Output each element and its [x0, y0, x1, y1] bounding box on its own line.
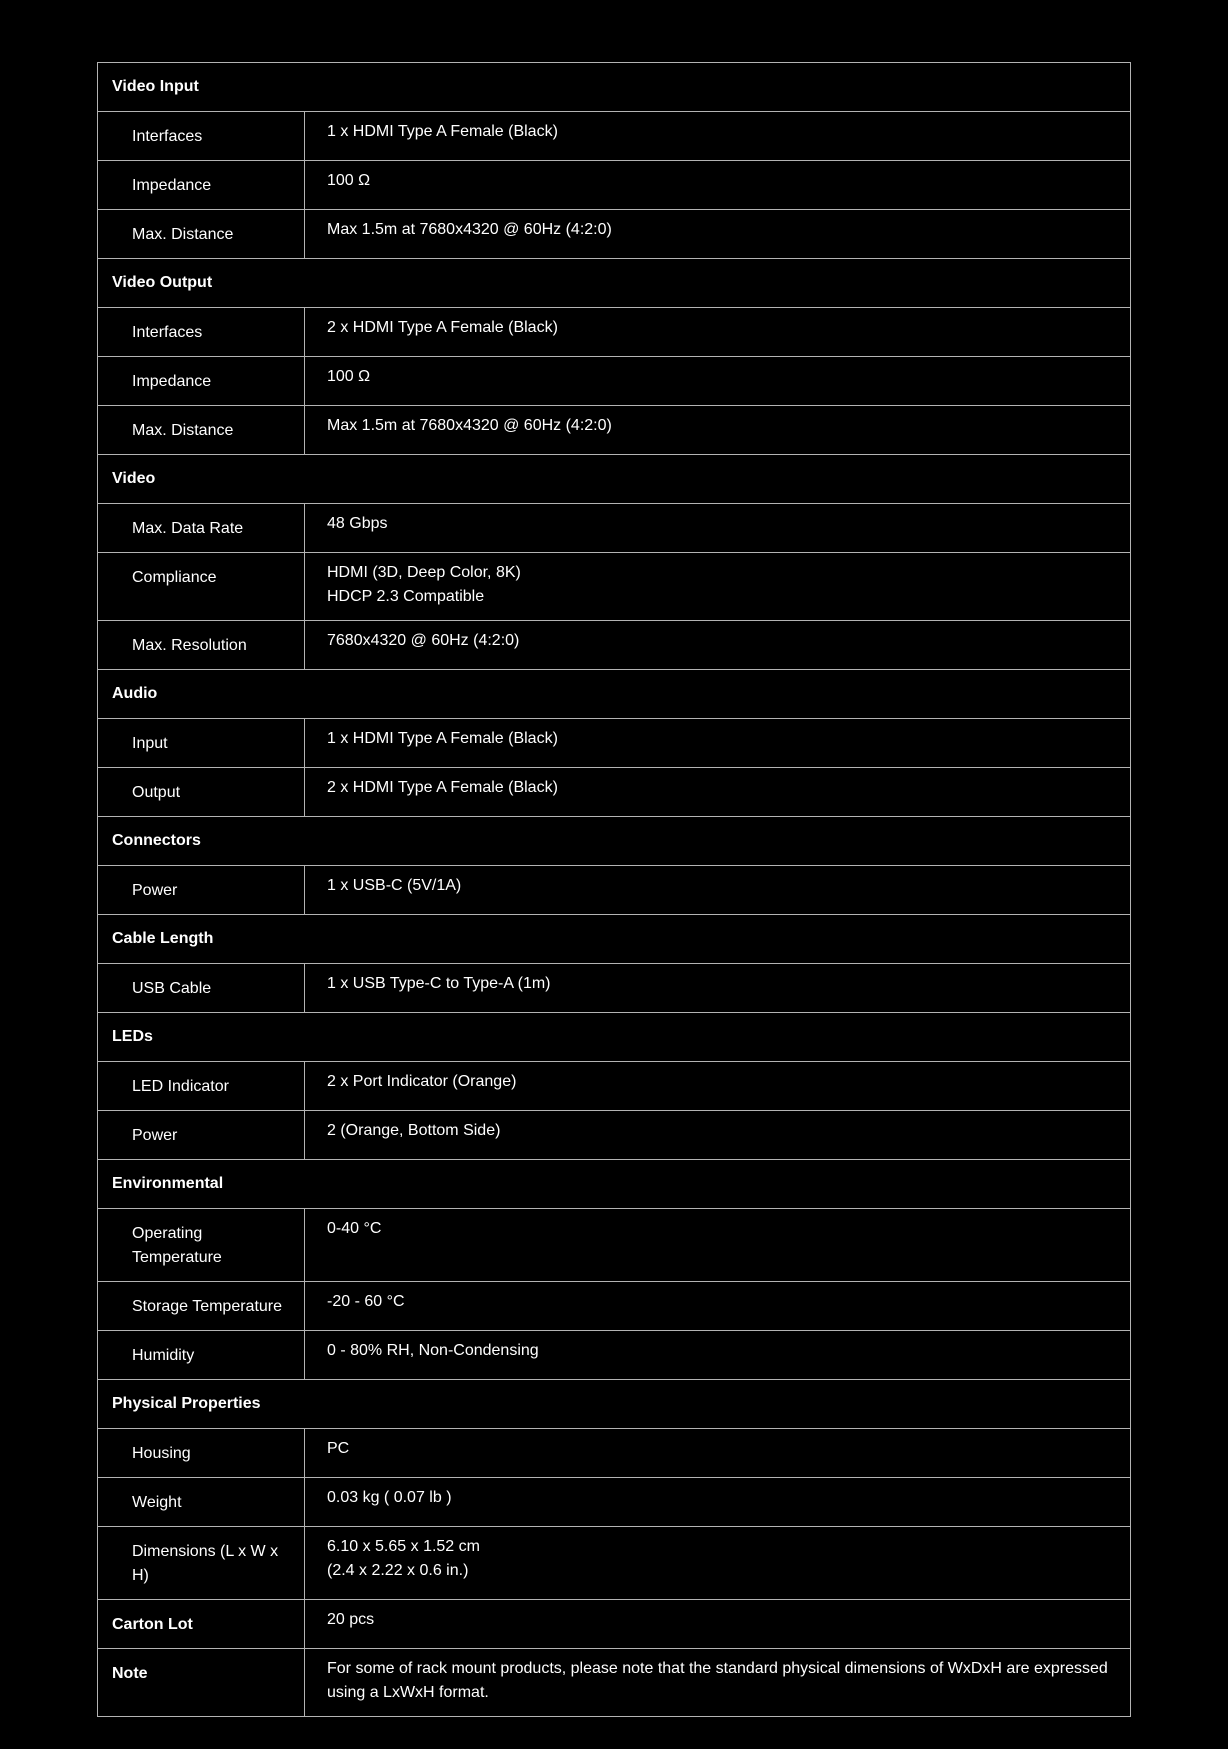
spec-label-physical-properties-housing: Housing — [98, 1429, 305, 1478]
spec-row-audio-output — [98, 768, 1131, 817]
spec-label-audio-output: Output — [98, 768, 305, 817]
section-header-leds — [98, 1013, 1131, 1062]
spec-value-line: 100 Ω — [327, 368, 371, 385]
spec-value-line: 2 x HDMI Type A Female (Black) — [327, 779, 558, 796]
spec-label-environmental-operating-temperature: Operating Temperature — [98, 1209, 305, 1282]
spec-value-line: 2 x Port Indicator (Orange) — [327, 1073, 517, 1090]
spec-row-video-input-impedance — [98, 161, 1131, 210]
spec-row-carton-lot — [98, 1600, 1131, 1649]
spec-label-leds-power: Power — [98, 1111, 305, 1160]
section-title: Audio — [98, 670, 1131, 719]
section-header-environmental — [98, 1160, 1131, 1209]
spec-value-carton-lot — [305, 1600, 1131, 1649]
spec-row-physical-properties-dimensions-l-x-w-x-h — [98, 1527, 1131, 1600]
spec-row-connectors-power — [98, 866, 1131, 915]
spec-label-video-compliance: Compliance — [98, 553, 305, 621]
spec-label-video-input-interfaces: Interfaces — [98, 112, 305, 161]
spec-value-note — [305, 1649, 1131, 1717]
spec-row-leds-led-indicator — [98, 1062, 1131, 1111]
spec-row-cable-length-usb-cable — [98, 964, 1131, 1013]
section-header-physical-properties — [98, 1380, 1131, 1429]
section-title: Cable Length — [98, 915, 1131, 964]
spec-value-line: PC — [327, 1440, 350, 1457]
spec-value-physical-properties-housing — [305, 1429, 1131, 1478]
spec-value-audio-output — [305, 768, 1131, 817]
spec-label-connectors-power: Power — [98, 866, 305, 915]
spec-value-video-input-interfaces — [305, 112, 1131, 161]
spec-label-audio-input: Input — [98, 719, 305, 768]
spec-label-video-output-impedance: Impedance — [98, 357, 305, 406]
spec-value-video-max-data-rate — [305, 504, 1131, 553]
section-header-cable-length — [98, 915, 1131, 964]
spec-value-line: 6.10 x 5.65 x 1.52 cm — [327, 1538, 480, 1555]
spec-label-note: Note — [98, 1649, 305, 1717]
spec-value-line: 0-40 °C — [327, 1220, 382, 1237]
section-header-audio — [98, 670, 1131, 719]
spec-value-line: 48 Gbps — [327, 515, 388, 532]
spec-value-physical-properties-dimensions-l-x-w-x-h — [305, 1527, 1131, 1600]
spec-value-line: 2 x HDMI Type A Female (Black) — [327, 319, 558, 336]
spec-row-physical-properties-housing — [98, 1429, 1131, 1478]
spec-row-environmental-storage-temperature — [98, 1282, 1131, 1331]
spec-value-video-input-max-distance — [305, 210, 1131, 259]
spec-row-video-output-max-distance — [98, 406, 1131, 455]
spec-label-physical-properties-dimensions-l-x-w-x-h: Dimensions (L x W x H) — [98, 1527, 305, 1600]
spec-label-video-max-resolution: Max. Resolution — [98, 621, 305, 670]
section-header-connectors — [98, 817, 1131, 866]
spec-label-leds-led-indicator: LED Indicator — [98, 1062, 305, 1111]
spec-row-video-compliance — [98, 553, 1131, 621]
spec-value-line: For some of rack mount products, please note that the standard physical dimensions of WxDxH are expressed using a LxWxH format. — [327, 1660, 1108, 1701]
spec-row-leds-power — [98, 1111, 1131, 1160]
spec-value-cable-length-usb-cable — [305, 964, 1131, 1013]
spec-row-video-max-data-rate — [98, 504, 1131, 553]
spec-table — [97, 62, 1131, 1717]
spec-label-physical-properties-weight: Weight — [98, 1478, 305, 1527]
spec-row-environmental-humidity — [98, 1331, 1131, 1380]
spec-table-body — [98, 63, 1131, 1717]
spec-value-line: 7680x4320 @ 60Hz (4:2:0) — [327, 632, 520, 649]
spec-label-video-output-max-distance: Max. Distance — [98, 406, 305, 455]
spec-value-video-compliance — [305, 553, 1131, 621]
spec-value-line: 100 Ω — [327, 172, 371, 189]
spec-row-video-input-max-distance — [98, 210, 1131, 259]
spec-value-video-output-impedance — [305, 357, 1131, 406]
spec-value-line: (2.4 x 2.22 x 0.6 in.) — [327, 1562, 469, 1579]
spec-label-video-max-data-rate: Max. Data Rate — [98, 504, 305, 553]
spec-row-video-output-impedance — [98, 357, 1131, 406]
spec-value-line: HDMI (3D, Deep Color, 8K) — [327, 564, 521, 581]
spec-value-line: 2 (Orange, Bottom Side) — [327, 1122, 501, 1139]
spec-value-connectors-power — [305, 866, 1131, 915]
spec-row-audio-input — [98, 719, 1131, 768]
spec-value-line: 20 pcs — [327, 1611, 375, 1628]
spec-value-line: 1 x HDMI Type A Female (Black) — [327, 730, 558, 747]
spec-value-line: 0.03 kg ( 0.07 lb ) — [327, 1489, 452, 1506]
spec-row-video-input-interfaces — [98, 112, 1131, 161]
section-header-video-output — [98, 259, 1131, 308]
spec-value-leds-led-indicator — [305, 1062, 1131, 1111]
spec-value-line: -20 - 60 °C — [327, 1293, 405, 1310]
section-title: Physical Properties — [98, 1380, 1131, 1429]
section-header-video-input — [98, 63, 1131, 112]
spec-label-cable-length-usb-cable: USB Cable — [98, 964, 305, 1013]
spec-label-video-input-impedance: Impedance — [98, 161, 305, 210]
spec-value-line: HDCP 2.3 Compatible — [327, 588, 485, 605]
spec-value-environmental-humidity — [305, 1331, 1131, 1380]
spec-value-line: 1 x USB-C (5V/1A) — [327, 877, 462, 894]
spec-row-video-max-resolution — [98, 621, 1131, 670]
spec-value-video-max-resolution — [305, 621, 1131, 670]
section-title: Video Output — [98, 259, 1131, 308]
spec-value-physical-properties-weight — [305, 1478, 1131, 1527]
section-title: Video Input — [98, 63, 1131, 112]
spec-value-audio-input — [305, 719, 1131, 768]
spec-value-line: 0 - 80% RH, Non-Condensing — [327, 1342, 539, 1359]
spec-value-environmental-operating-temperature — [305, 1209, 1131, 1282]
section-header-video — [98, 455, 1131, 504]
section-title: LEDs — [98, 1013, 1131, 1062]
spec-value-video-output-interfaces — [305, 308, 1131, 357]
spec-label-environmental-humidity: Humidity — [98, 1331, 305, 1380]
spec-value-video-output-max-distance — [305, 406, 1131, 455]
spec-value-line: Max 1.5m at 7680x4320 @ 60Hz (4:2:0) — [327, 417, 612, 434]
section-title: Video — [98, 455, 1131, 504]
section-title: Connectors — [98, 817, 1131, 866]
spec-label-video-input-max-distance: Max. Distance — [98, 210, 305, 259]
spec-label-video-output-interfaces: Interfaces — [98, 308, 305, 357]
spec-value-line: 1 x HDMI Type A Female (Black) — [327, 123, 558, 140]
spec-row-physical-properties-weight — [98, 1478, 1131, 1527]
spec-row-environmental-operating-temperature — [98, 1209, 1131, 1282]
section-title: Environmental — [98, 1160, 1131, 1209]
spec-row-note — [98, 1649, 1131, 1717]
spec-value-leds-power — [305, 1111, 1131, 1160]
spec-value-line: 1 x USB Type-C to Type-A (1m) — [327, 975, 551, 992]
spec-label-carton-lot: Carton Lot — [98, 1600, 305, 1649]
spec-value-line: Max 1.5m at 7680x4320 @ 60Hz (4:2:0) — [327, 221, 612, 238]
spec-label-environmental-storage-temperature: Storage Temperature — [98, 1282, 305, 1331]
spec-row-video-output-interfaces — [98, 308, 1131, 357]
spec-value-environmental-storage-temperature — [305, 1282, 1131, 1331]
spec-value-video-input-impedance — [305, 161, 1131, 210]
